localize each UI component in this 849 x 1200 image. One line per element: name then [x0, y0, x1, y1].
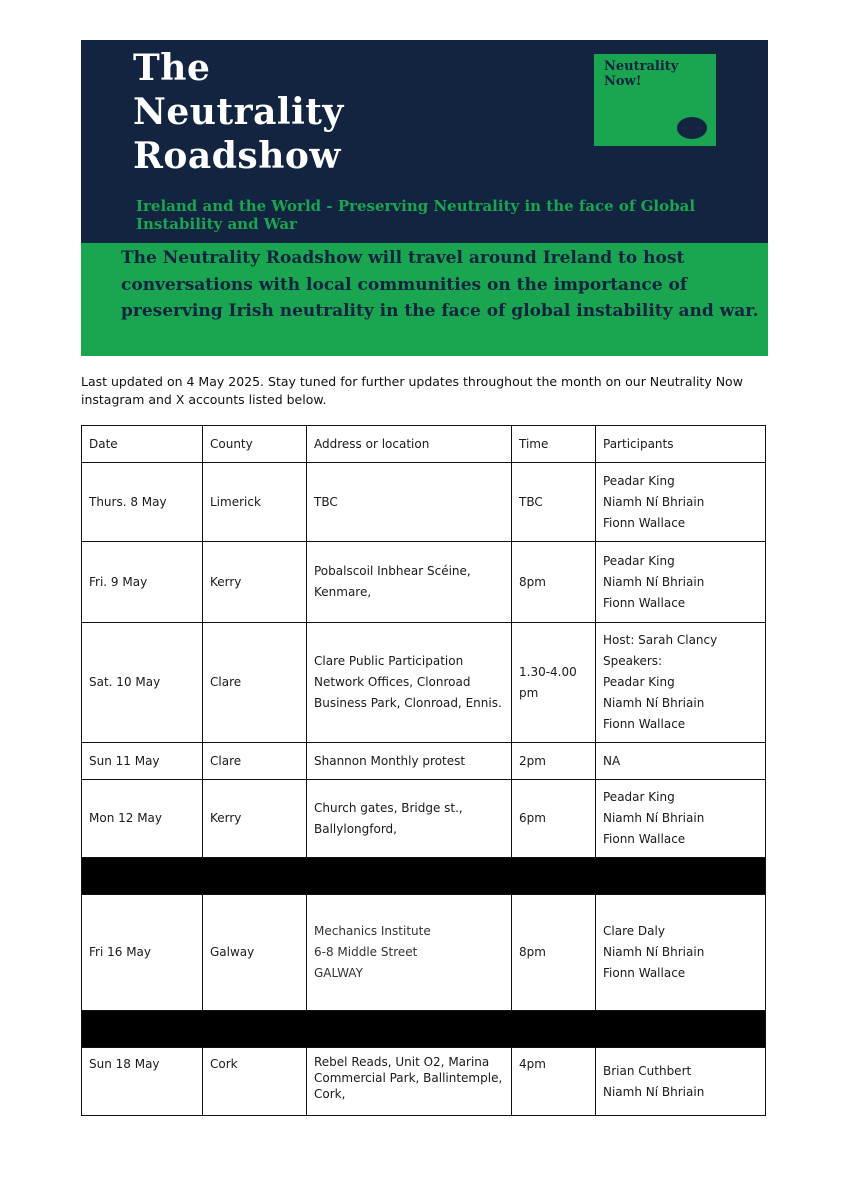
date-cell: Mon 12 May: [82, 780, 203, 858]
date-cell: Fri. 9 May: [82, 542, 203, 623]
header-date: Date: [82, 426, 203, 463]
county-cell: Clare: [203, 743, 307, 780]
participants-cell: [596, 743, 766, 780]
address-line: Shannon Monthly protest: [314, 753, 466, 768]
address-line: Clare Public Participation: [314, 654, 464, 668]
time-cell: [512, 743, 596, 780]
blank-black-row: [82, 1011, 766, 1048]
participants-cell: [596, 463, 766, 542]
address-line: TBC: [314, 494, 338, 509]
time-cell: [512, 780, 596, 858]
header-county: County: [203, 426, 307, 463]
time-cell: [512, 1048, 596, 1116]
time-cell: [512, 542, 596, 623]
blank-black-row: [82, 858, 766, 895]
county-cell: Clare: [203, 623, 307, 743]
address-line: Pobalscoil Inbhear Scéine,: [314, 564, 471, 578]
schedule-table: [81, 425, 766, 1116]
logo-dot-icon: [677, 117, 707, 139]
time-cell: [512, 895, 596, 1011]
address-cell: [307, 780, 512, 858]
black-cell: [82, 1011, 766, 1048]
participant: Fionn Wallace: [603, 515, 686, 530]
time-cell: [512, 623, 596, 743]
participant: Peadar King: [603, 553, 675, 568]
address-cell: [307, 463, 512, 542]
participant: Fionn Wallace: [603, 595, 686, 610]
participant: Brian Cuthbert: [603, 1063, 692, 1078]
logo-line: Neutrality: [604, 59, 679, 74]
address-line: GALWAY: [314, 966, 363, 980]
address-line: Network Offices, Clonroad: [314, 675, 471, 689]
participant: Niamh Ní Bhriain: [603, 811, 705, 825]
address-cell: [307, 895, 512, 1011]
address-cell: [307, 623, 512, 743]
address-line: 6-8 Middle Street: [314, 945, 418, 959]
table-row: [82, 1048, 766, 1116]
participant: Peadar King: [603, 790, 675, 804]
participants-cell: [596, 780, 766, 858]
title-line: Roadshow: [133, 135, 341, 177]
participants-cell: [596, 542, 766, 623]
intro-banner: [81, 243, 768, 356]
time-line: 1.30-4.00: [519, 664, 577, 679]
header-participants: Participants: [596, 426, 766, 463]
participant: Niamh Ní Bhriain: [603, 945, 705, 959]
title-line: The: [133, 47, 211, 89]
address-line: Rebel Reads, Unit O2, Marina: [314, 1055, 490, 1069]
address-cell: [307, 1048, 512, 1116]
address-cell: [307, 743, 512, 780]
update-note: Last updated on 4 May 2025. Stay tuned for further updates throughout the month on our Neutrality Now instagram and X accounts listed below.: [81, 374, 743, 407]
address-line: Church gates, Bridge st.,: [314, 800, 463, 815]
county-cell: Kerry: [203, 780, 307, 858]
logo-text: [604, 59, 678, 89]
county-cell: Cork: [203, 1048, 307, 1116]
time-line: 8pm: [519, 945, 546, 959]
header-time: Time: [512, 426, 596, 463]
header-banner: [81, 40, 768, 243]
intro-text: The Neutrality Roadshow will travel around Ireland to host conversations with local communities on the importance of preserving Irish neutrality in the face of global instability and war.: [121, 248, 759, 321]
date-cell: Fri 16 May: [82, 895, 203, 1011]
address-line: Business Park, Clonroad, Ennis.: [314, 696, 502, 710]
county-cell: Galway: [203, 895, 307, 1011]
address-cell: [307, 542, 512, 623]
participants-cell: [596, 1048, 766, 1116]
participant: Peadar King: [603, 473, 675, 488]
time-cell: [512, 463, 596, 542]
header-address: Address or location: [307, 426, 512, 463]
time-line: 6pm: [519, 811, 546, 825]
table-header-row: [82, 426, 766, 463]
participant: Clare Daly: [603, 924, 665, 938]
participant: Host: Sarah Clancy: [603, 633, 718, 647]
participant: Fionn Wallace: [603, 966, 686, 980]
table-row: [82, 895, 766, 1011]
date-cell: Thurs. 8 May: [82, 463, 203, 542]
time-line: TBC: [519, 494, 543, 509]
participants-cell: [596, 623, 766, 743]
date-cell: Sun 11 May: [82, 743, 203, 780]
subtitle: Ireland and the World - Preserving Neutrality in the face of Global Instability and War: [136, 197, 696, 233]
time-line: 2pm: [519, 753, 546, 768]
time-line: pm: [519, 685, 539, 700]
logo-line: Now!: [604, 74, 642, 89]
table-row: [82, 623, 766, 743]
participants-cell: [596, 895, 766, 1011]
date-cell: Sun 18 May: [82, 1048, 203, 1116]
address-line: Mechanics Institute: [314, 924, 431, 938]
page-title: [133, 46, 344, 178]
address-line: Ballylongford,: [314, 821, 397, 836]
title-line: Neutrality: [133, 91, 344, 133]
participant: Niamh Ní Bhriain: [603, 696, 705, 710]
time-line: 8pm: [519, 574, 546, 589]
black-cell: [82, 858, 766, 895]
participant: NA: [603, 753, 621, 768]
participant: Speakers:: [603, 654, 663, 668]
participant: Peadar King: [603, 675, 675, 689]
table-row: [82, 743, 766, 780]
address-line: Commercial Park, Ballintemple,: [314, 1071, 503, 1085]
participant: Niamh Ní Bhriain: [603, 494, 705, 509]
county-cell: Limerick: [203, 463, 307, 542]
address-line: Kenmare,: [314, 585, 372, 599]
address-line: Cork,: [314, 1087, 346, 1101]
participant: Fionn Wallace: [603, 832, 686, 846]
date-cell: Sat. 10 May: [82, 623, 203, 743]
county-cell: Kerry: [203, 542, 307, 623]
participant: Niamh Ní Bhriain: [603, 1084, 705, 1099]
participant: Niamh Ní Bhriain: [603, 574, 705, 589]
table-row: [82, 463, 766, 542]
participant: Fionn Wallace: [603, 717, 686, 731]
neutrality-now-logo: [594, 54, 716, 146]
table-row: [82, 542, 766, 623]
time-line: 4pm: [519, 1057, 546, 1071]
table-row: [82, 780, 766, 858]
